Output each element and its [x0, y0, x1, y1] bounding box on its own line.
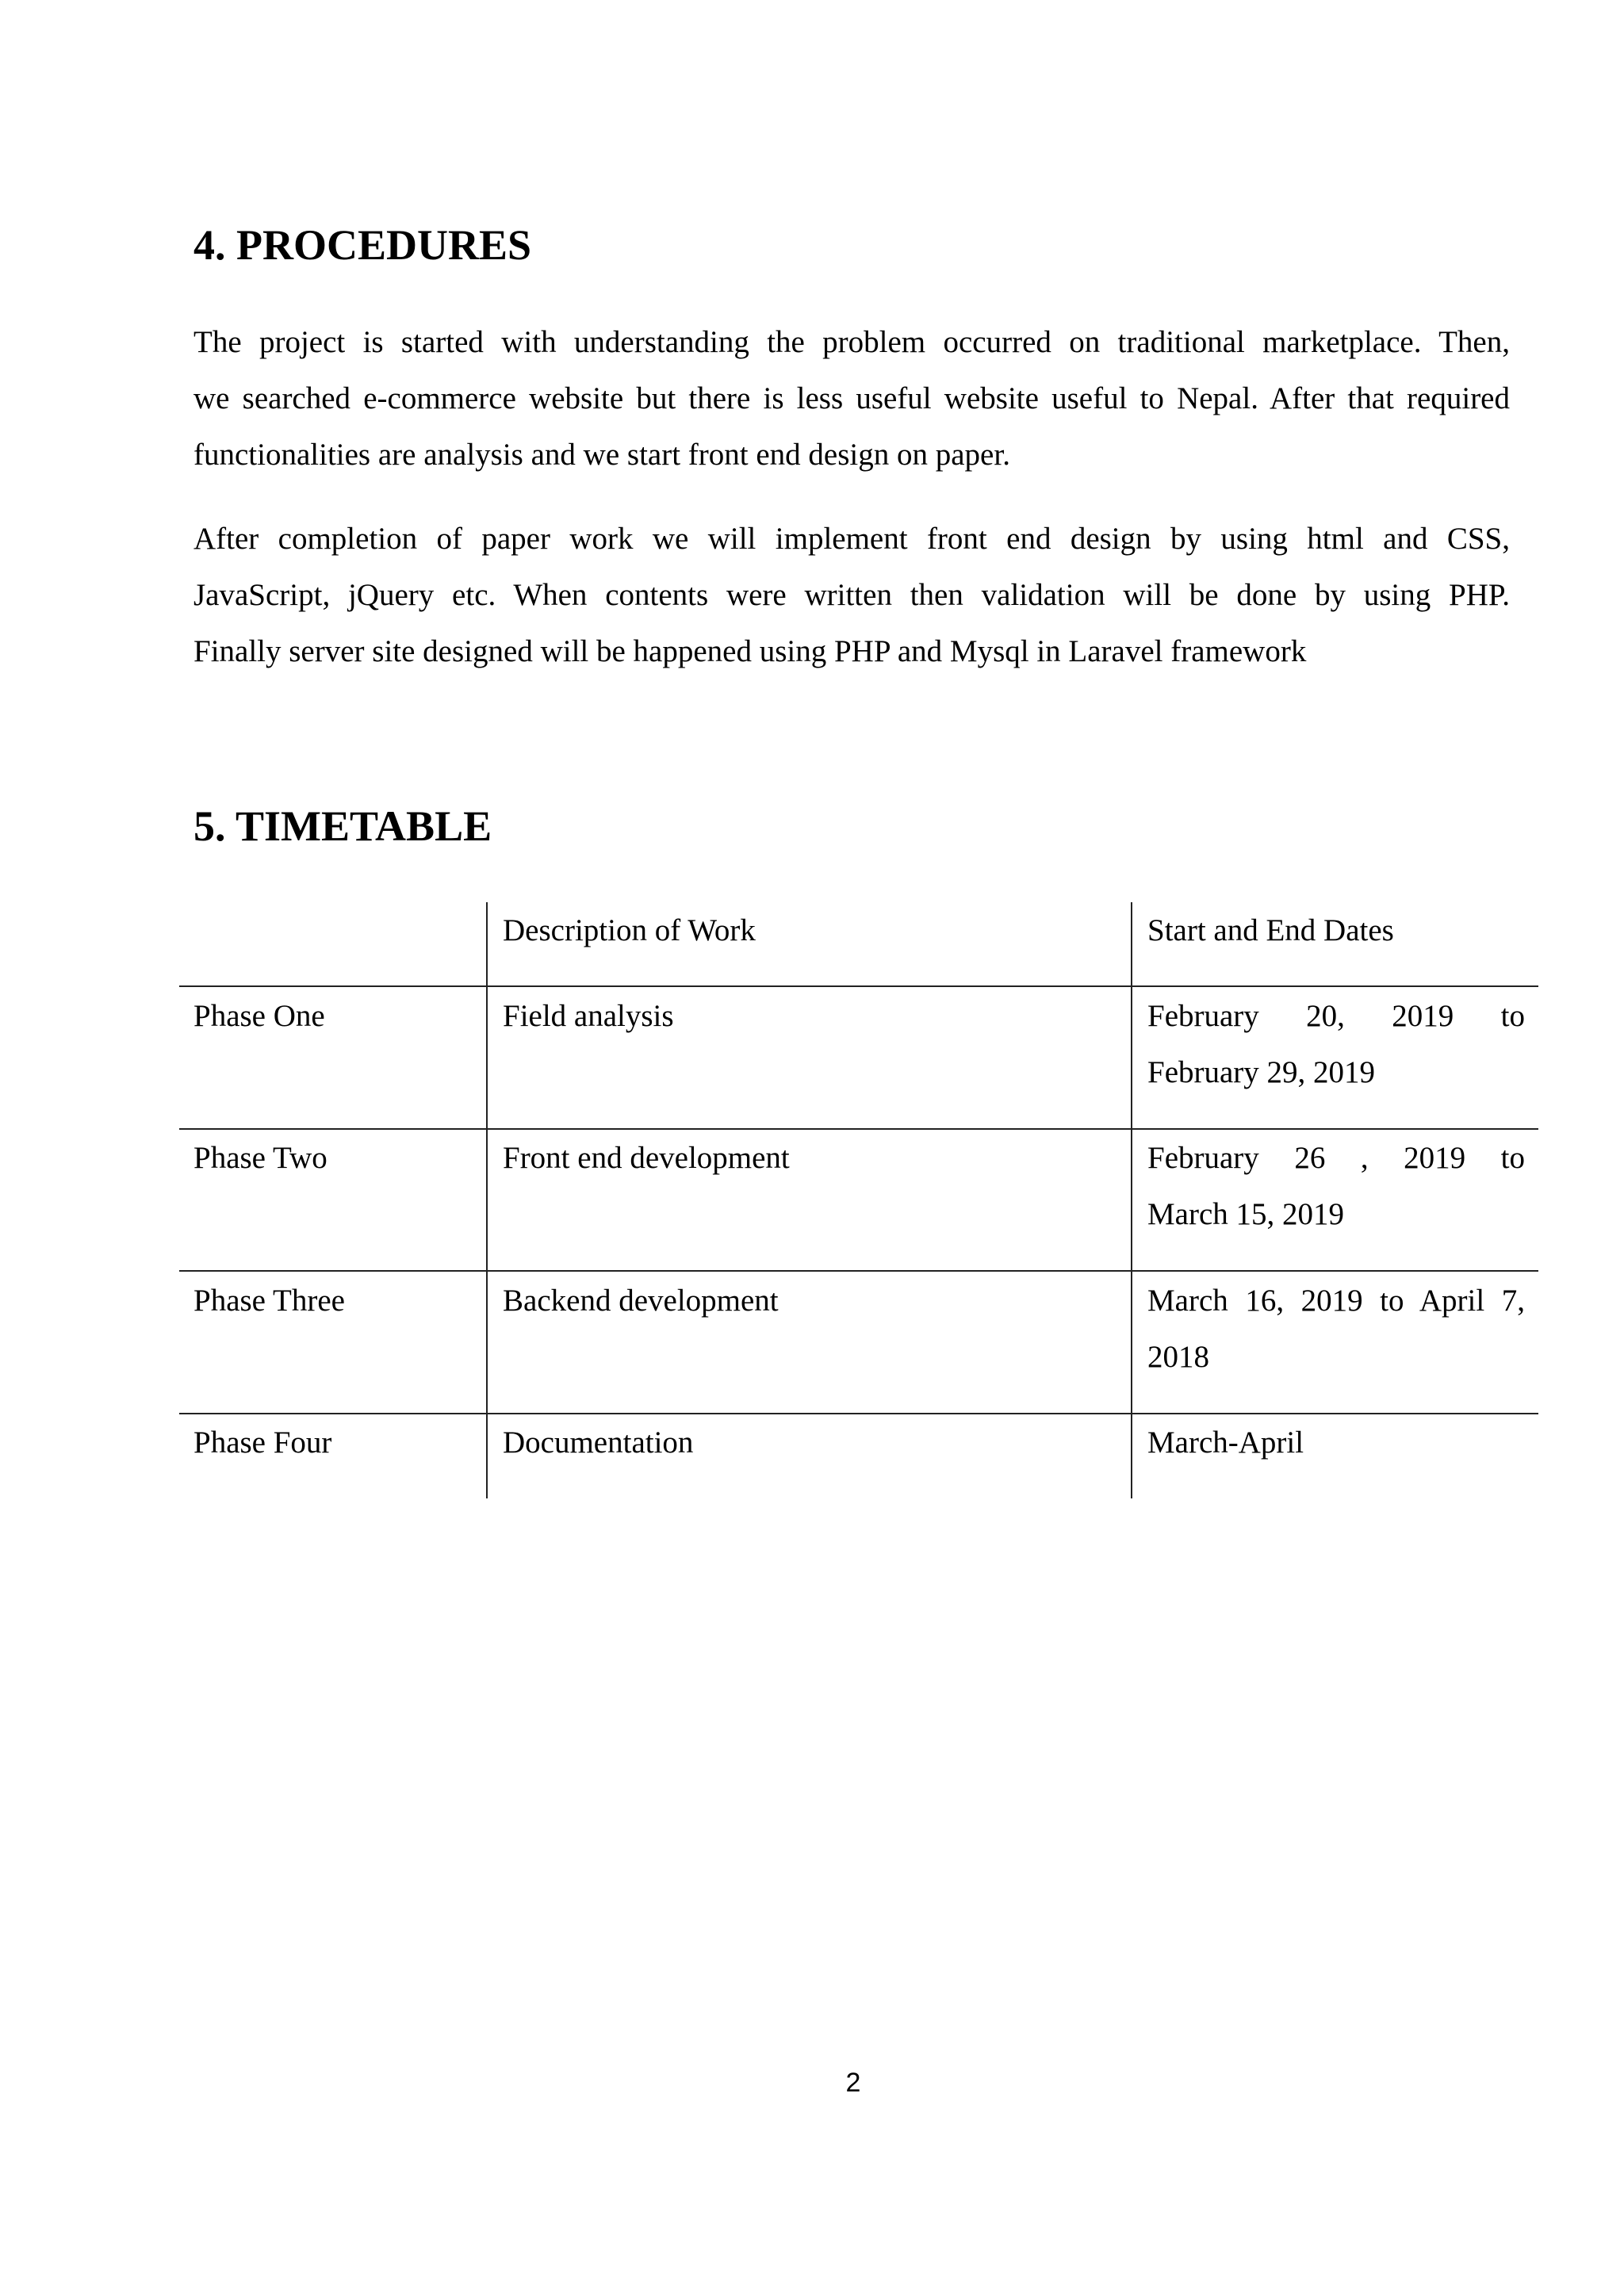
dates-line: February 20, 2019 to [1147, 999, 1525, 1033]
table-cell-dates [1147, 1130, 1525, 1242]
table-cell-dates [1147, 1414, 1525, 1471]
table-cell-dates [1147, 988, 1525, 1100]
table-header-cell: Start and End Dates [1147, 913, 1394, 947]
table-cell-work: Documentation [503, 1425, 694, 1460]
paragraph-line: After completion of paper work we will implement front end design by using html and CSS, [193, 522, 1510, 556]
procedures-paragraph-2 [193, 511, 1510, 679]
column-divider [486, 902, 488, 1498]
page-number: 2 [845, 2068, 861, 2098]
paragraph-line: The project is started with understanding the problem occurred on traditional marketplace. Then, [193, 325, 1510, 359]
paragraph-line: JavaScript, jQuery etc. When contents were written then validation will be done by using PHP. [193, 578, 1510, 612]
table-cell-work: Front end development [503, 1141, 790, 1175]
row-divider [179, 1270, 1538, 1272]
dates-line: March 15, 2019 [1147, 1197, 1345, 1231]
dates-line: March 16, 2019 to April 7, [1147, 1284, 1525, 1318]
table-cell-phase: Phase Two [193, 1141, 327, 1175]
table-cell-phase: Phase Three [193, 1284, 345, 1318]
dates-line: 2018 [1147, 1340, 1209, 1374]
table-header-cell: Description of Work [503, 913, 756, 947]
paragraph-line: functionalities are analysis and we start front end design on paper. [193, 438, 1010, 472]
dates-line: March-April [1147, 1425, 1304, 1460]
paragraph-line: we searched e-commerce website but there is less useful website useful to Nepal. After that required [193, 381, 1510, 415]
dates-line: February 26 , 2019 to [1147, 1141, 1525, 1175]
timetable-table [179, 902, 1538, 1498]
dates-line: February 29, 2019 [1147, 1055, 1376, 1089]
table-cell-phase: Phase Four [193, 1425, 332, 1460]
table-cell-work: Backend development [503, 1284, 779, 1318]
table-cell-work: Field analysis [503, 999, 674, 1033]
row-divider [179, 985, 1538, 987]
section-heading-procedures: 4. PROCEDURES [193, 221, 532, 269]
procedures-paragraph-1 [193, 314, 1510, 483]
section-heading-timetable: 5. TIMETABLE [193, 802, 492, 850]
column-divider [1131, 902, 1132, 1498]
paragraph-line: Finally server site designed will be happened using PHP and Mysql in Laravel framework [193, 634, 1307, 668]
table-cell-dates [1147, 1272, 1525, 1385]
table-cell-phase: Phase One [193, 999, 325, 1033]
